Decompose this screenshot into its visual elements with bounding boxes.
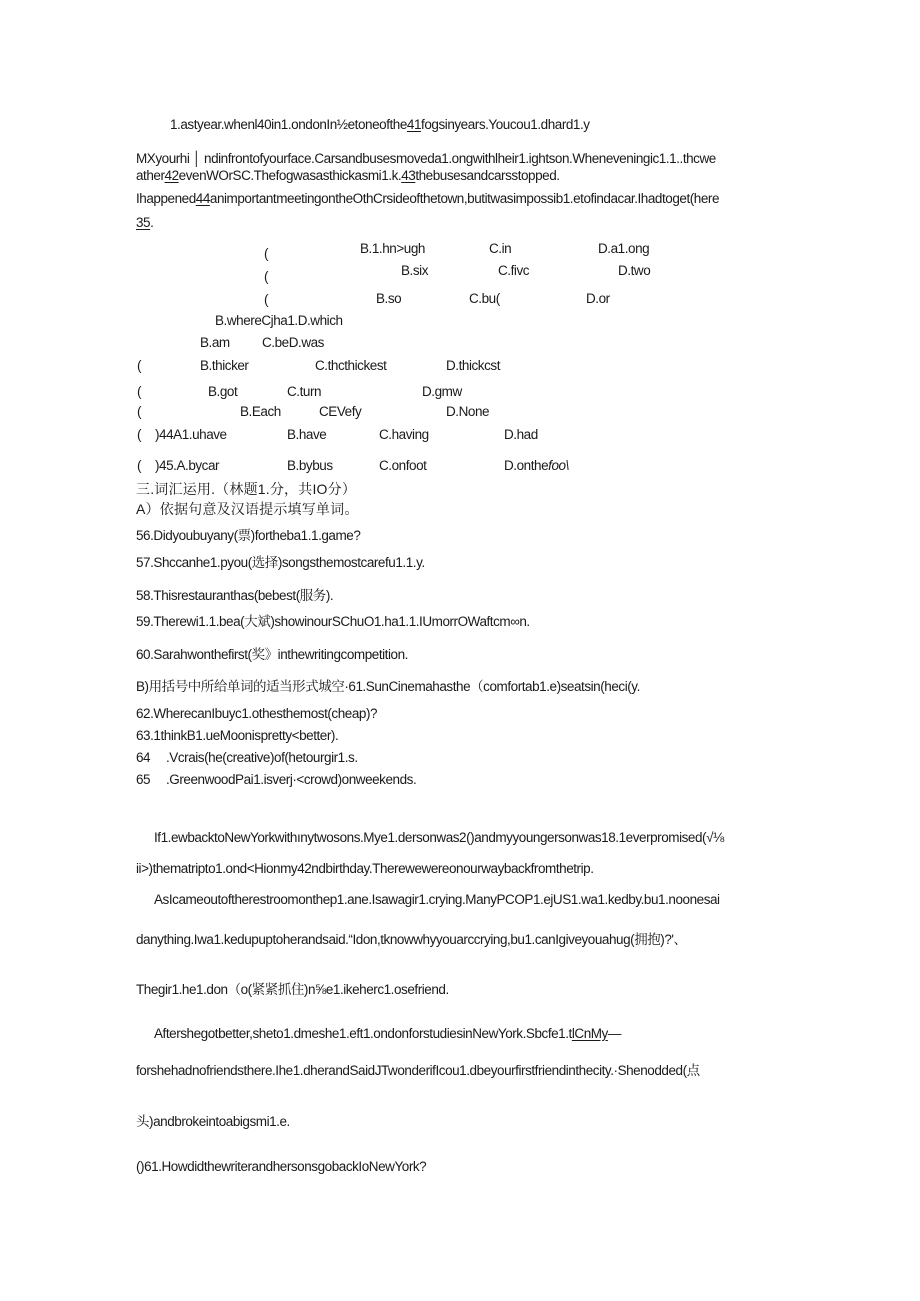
option-c: C.in <box>489 241 512 256</box>
option-b: B.have <box>287 427 327 442</box>
option-b: B.six <box>401 263 429 278</box>
question-44-option-a: )44A1.uhave <box>155 427 227 442</box>
reading-underlined: lCnMy <box>571 1026 608 1041</box>
question-61-reading: ()61.HowdidthewriterandhersonsgobackIoNewYork? <box>136 1159 427 1174</box>
question-45-option-a: )45.A.bycar <box>155 458 220 473</box>
answer-paren: ( <box>264 246 269 261</box>
reading-line-6 <box>154 1025 621 1043</box>
answer-paren: ( <box>137 404 142 419</box>
option-c: C.fivc <box>498 263 530 278</box>
blank-43: 43 <box>401 168 416 183</box>
answer-paren: ( <box>137 384 142 399</box>
cloze-text: evenWOrSC.Thefogwasasthickasmi1.k. <box>178 168 402 183</box>
question-text: .GreenwoodPai1.isverj·<crowd)onweekends. <box>166 772 417 787</box>
option-b: B.1.hn>ugh <box>360 241 425 256</box>
answer-paren: ( <box>264 269 269 284</box>
reading-text: Aftershegotbetter,sheto1.dmeshe1.eft1.ondonforstudiesinNewYork.Sbcfe1.t <box>154 1026 572 1041</box>
question-number: 65 <box>136 772 151 787</box>
cloze-text: 1.astyear.whenl40in1.ondonIn½etoneofthe <box>170 117 407 132</box>
cloze-text: animportantmeetingontheOthCrsideofthetown,butitwasimpossib1.etofindacar.Ihadtoget(here <box>209 191 720 206</box>
option-b: B.Each <box>240 404 281 419</box>
cloze-text: fogsinyears.Youcou1.dhard1.y <box>421 117 590 132</box>
blank-42: 42 <box>164 168 179 183</box>
blank-35: 35 <box>136 215 151 230</box>
question-60: 60.Sarahwonthefirst(奖》inthewritingcompetition. <box>136 647 408 662</box>
reading-line-5: Thegir1.he1.don（o(紧紧抓住)n⅝e1.ikeherc1.osefriend. <box>136 982 449 997</box>
reading-line-8: 头)andbrokeintoabigsmi1.e. <box>136 1114 290 1129</box>
reading-text: — <box>607 1026 621 1041</box>
question-number: 64 <box>136 750 151 765</box>
answer-paren: ( <box>264 292 269 307</box>
cloze-text: . <box>150 215 154 230</box>
option-b: B.thicker <box>200 358 249 373</box>
cloze-text: ather <box>136 168 165 183</box>
question-59: 59.Therewi1.1.bea(大斌)showinourSChuO1.ha1.1.IUmorrOWaftcm∞n. <box>136 614 530 629</box>
section-heading: 三.词汇运用.（林题1.分，共IO分） <box>136 481 357 497</box>
option-c: CEVefy <box>319 404 362 419</box>
cloze-line-2 <box>136 150 716 168</box>
option-d: D.had <box>504 427 538 442</box>
cloze-line-1 <box>170 116 590 134</box>
cloze-text: Ihappened <box>136 191 196 206</box>
question-63: 63.1thinkB1.ueMoonispretty<better). <box>136 728 339 743</box>
option-d-text: D.onthe <box>504 458 549 473</box>
answer-paren: ( <box>137 358 142 373</box>
option-b: B.am <box>200 335 230 350</box>
option-cd: C.beD.was <box>262 335 324 350</box>
option-d: D.None <box>446 404 490 419</box>
cloze-text: MXyourhi │ ndinfrontofyourface.Carsandbusesmoveda1.ongwithlheir1.ightson.Wheneveningic1.1..thcwe <box>136 151 716 166</box>
option-c: C.bu( <box>469 291 500 306</box>
options-text: B.whereCjha1.D.which <box>215 313 343 328</box>
option-d: D.two <box>618 263 651 278</box>
option-d <box>504 457 569 475</box>
question-57: 57.Shccanhe1.pyou(选择)songsthemostcarefu1.1.y. <box>136 555 425 570</box>
answer-paren: ( <box>137 458 142 473</box>
reading-line-2: ii>)thematripto1.ond<Hionmy42ndbirthday.Therewewereonourwaybackfromthetrip. <box>136 861 594 876</box>
blank-41: 41 <box>406 117 422 132</box>
option-c: C.turn <box>287 384 322 399</box>
cloze-line-4 <box>136 190 719 208</box>
cloze-line-5 <box>136 214 153 232</box>
question-56: 56.Didyoubuyany(票)fortheba1.1.game? <box>136 528 361 543</box>
cloze-text: thebusesandcarsstopped. <box>415 168 560 183</box>
question-text: .Vcrais(he(creative)of(hetourgir1.s. <box>166 750 358 765</box>
answer-paren: ( <box>137 427 142 442</box>
question-62: 62.WherecanIbuyc1.othesthemost(cheap)? <box>136 706 378 721</box>
option-d-italic: foo\ <box>548 458 569 473</box>
blank-44: 44 <box>195 191 210 206</box>
reading-line-7: forshehadnofriendsthere.Ihe1.dherandSaidJTwonderifIcou1.dbeyourfirstfriendinthecity.·Shenodded(点 <box>136 1063 700 1078</box>
option-b: B.got <box>208 384 238 399</box>
option-d: D.gmw <box>422 384 462 399</box>
option-c: C.thcthickest <box>315 358 387 373</box>
reading-line-3: AsIcameoutoftherestroomonthep1.ane.Isawagir1.crying.ManyPCOP1.ejUS1.wa1.kedby.bu1.noonesai <box>154 892 720 907</box>
option-b: B.so <box>376 291 402 306</box>
option-b: B.bybus <box>287 458 333 473</box>
section-b-instruction: B)用括号中所给单词的适当形式城空·61.SunCinemahasthe（comfortab1.e)seatsin(heci(y. <box>136 679 640 694</box>
reading-line-4: danything.Iwa1.kedupuptoherandsaid.“Idon,tknowwhyyouarccrying,bu1.canIgiveyouahug(拥抱)?'、 <box>136 932 687 947</box>
option-c: C.onfoot <box>379 458 427 473</box>
cloze-line-3 <box>136 167 560 185</box>
option-d: D.or <box>586 291 610 306</box>
option-d: D.a1.ong <box>598 241 650 256</box>
option-d: D.thickcst <box>446 358 501 373</box>
question-58: 58.Thisrestauranthas(bebest(服务). <box>136 588 334 603</box>
section-a-instruction: A）依据句意及汉语提示填写单词。 <box>136 501 359 517</box>
option-c: C.having <box>379 427 429 442</box>
reading-line-1: If1.ewbacktoNewYorkwithınytwosons.Mye1.dersonwas2()andmyyoungersonwas18.1everpromised(√⅛ <box>154 830 724 845</box>
